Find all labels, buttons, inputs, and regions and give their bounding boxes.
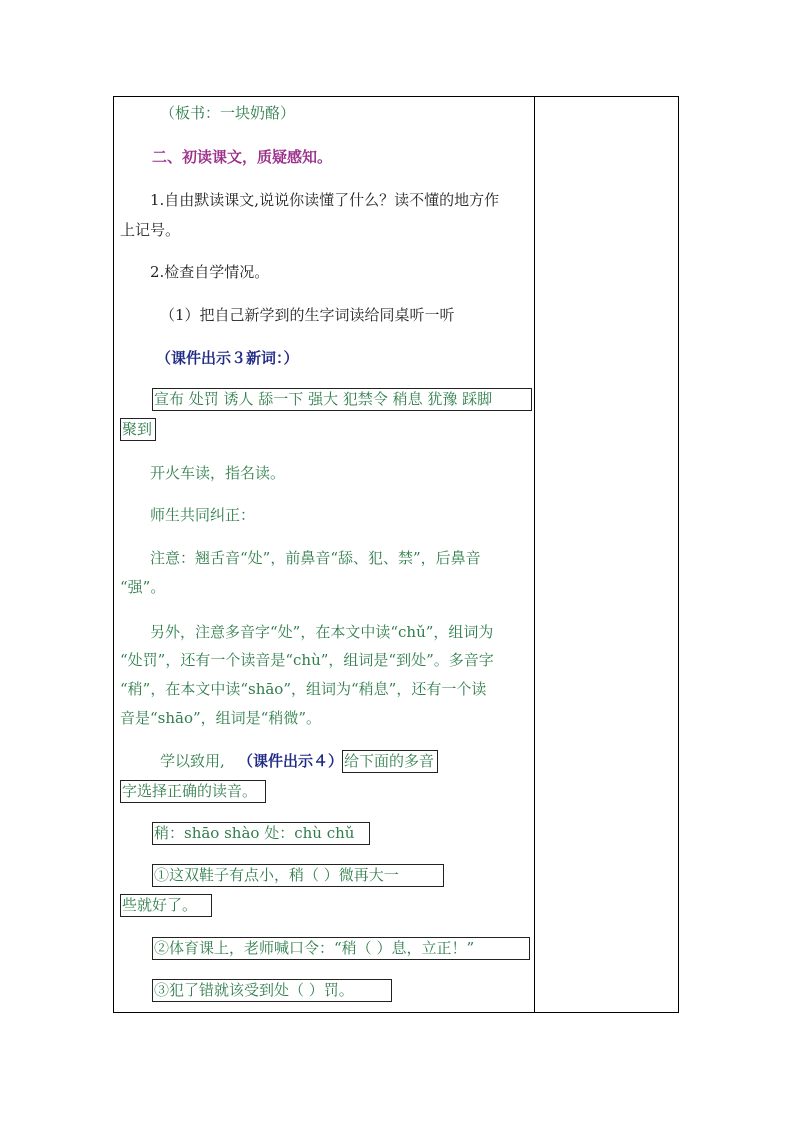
pinyin-options-box: 稍：shāo shào 处：chù chǔ — [152, 822, 370, 845]
slide3-label: （课件出示３新词：） — [156, 349, 299, 367]
step1-line1: 1.自由默读课文,说说你读懂了什么？读不懂的地方作 — [150, 191, 500, 209]
apply-box-line2: 字选择正确的读音。 — [120, 780, 266, 803]
vocab-box-line1: 宣布 处罚 诱人 舔一下 强大 犯禁令 稍息 犹豫 踩脚 — [152, 388, 532, 411]
question2-box: ②体育课上，老师喊口令：“稍（ ）息，立正！” — [152, 937, 530, 960]
board-note: （板书：一块奶酪） — [160, 104, 296, 122]
question1-line2: 些就好了。 — [120, 894, 212, 917]
note-line2: “强”。 — [120, 578, 166, 596]
section-two-title: 二、初读课文，质疑感知。 — [152, 148, 333, 166]
notes-column-cell — [535, 97, 679, 1012]
train-read: 开火车读，指名读。 — [150, 464, 286, 482]
question1-line1: ①这双鞋子有点小，稍（ ）微再大一 — [152, 864, 444, 887]
step2: 2.检查自学情况。 — [150, 263, 270, 281]
lesson-table — [113, 96, 679, 1013]
note-line1: 注意：翘舌音“处”，前鼻音“舔、犯、禁”，后鼻音 — [150, 549, 481, 567]
question3-box: ③犯了错就该受到处（ ）罚。 — [152, 979, 392, 1002]
lesson-content-cell — [114, 97, 534, 1012]
poly-line3: “稍”，在本文中读“shāo”，组词为“稍息”，还有一个读 — [120, 680, 487, 698]
apply-box-line1: 给下面的多音 — [342, 750, 438, 773]
step2-sub: （1）把自己新学到的生字词读给同桌听一听 — [160, 306, 455, 324]
poly-line4: 音是“shāo”，组词是“稍微”。 — [120, 709, 322, 727]
slide4-label: （课件出示４） — [238, 752, 344, 770]
vocab-box-line2: 聚到 — [120, 418, 156, 441]
poly-line2: “处罚”，还有一个读音是“chù”，组词是“到处”。多音字 — [120, 651, 494, 669]
step1-line2: 上记号。 — [120, 221, 181, 239]
poly-line1: 另外，注意多音字“处”，在本文中读“chǔ”，组词为 — [150, 623, 494, 641]
apply-prefix: 学以致用, — [160, 752, 225, 770]
correct-together: 师生共同纠正： — [150, 506, 256, 524]
